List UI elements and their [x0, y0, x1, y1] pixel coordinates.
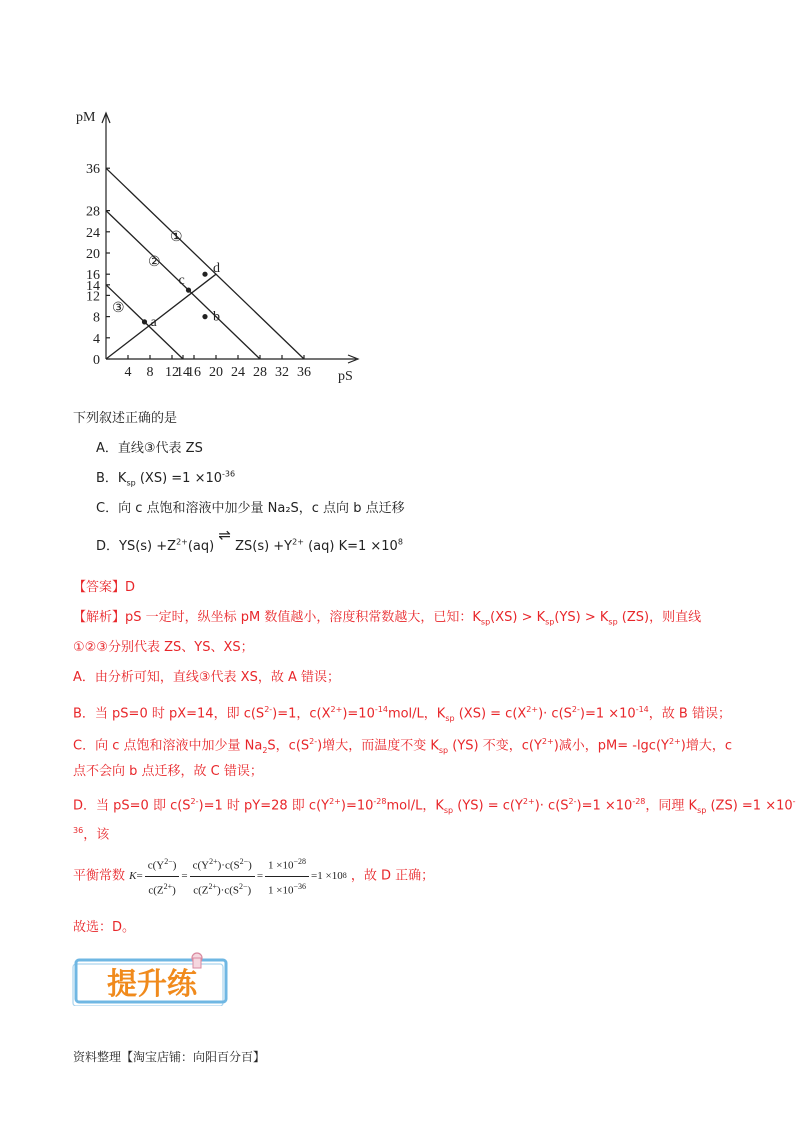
x-axis-label: pS — [338, 369, 353, 384]
point-b — [202, 314, 207, 319]
y-tick-label: 12 — [86, 289, 100, 305]
x-tick-label: 24 — [231, 365, 245, 380]
chart-lines — [106, 168, 304, 359]
point-label-c: c — [178, 273, 185, 289]
y-tick-label: 4 — [93, 331, 100, 347]
equilibrium-arrow: ⇌ — [218, 526, 231, 544]
option-c: C．向 c 点饱和溶液中加少量 Na₂S，c 点向 b 点迁移 — [96, 501, 405, 516]
option-b: B．$K_{sp}$ $(XS) =1 \times 10^{-36}$ — [96, 469, 236, 488]
analysis-a: A．由分析可知，直线③代表 XS，故 A 错误； — [73, 670, 340, 685]
analysis-c-2: 点不会向 b 点迁移，故 C 错误； — [73, 764, 263, 779]
analysis-line-2: ①②③分别代表 ZS、YS、XS； — [73, 640, 254, 655]
option-a: A．直线③代表 ZS — [96, 441, 203, 456]
y-tick-label: 28 — [86, 204, 100, 220]
y-axis-label: pM — [76, 110, 96, 125]
x-tick-label: 36 — [297, 365, 311, 380]
y-tick-label: 24 — [86, 225, 100, 241]
footer-text: 资料整理【淘宝店铺：向阳百分百】 — [73, 1050, 266, 1064]
point-label-d: d — [213, 261, 220, 277]
equilibrium-constant-formula: K = $\frac{c(Y^{2-})}{c(Z^{2+})}$ = $\frac{c(Y^{2+})\cdot c(S^{2-})}{c(Z^{2+})\cdot c(S^{2-})}$ = $\frac{1 \times 10^{-28}}{1 \times 10^{-36}}$ =1 ×10 8 — [129, 852, 347, 900]
analysis-d: D．当 pS=0 即 $c(S^{2-})=1$ 时 pY=28 即 $c(Y^{2+})=10^{-28}mol/L$，$K_{sp}$ $(YS) = c(Y^{2+})\cdot c(S^{2-})=1 \times 10^{-28}$，同理 $K_{sp}$ $(ZS) =1 \times 10^{-36}$，该 — [73, 797, 796, 843]
section-banner — [72, 950, 232, 1006]
chart — [70, 105, 370, 390]
y-tick-label: 20 — [86, 247, 100, 262]
series-label-1: ① — [170, 230, 183, 245]
point-d — [202, 272, 207, 277]
point-c — [186, 288, 191, 293]
x-tick-label: 4 — [124, 365, 132, 380]
analysis-d-2: 平衡常数 K = $\frac{c(Y^{2-})}{c(Z^{2+})}$ = $\frac{c(Y^{2+})\cdot c(S^{2-})}{c(Z^{2+})\cdot c(S^{2-})}$ = $\frac{1 \times 10^{-28}}{1 \times 10^{-36}}$ =1 ×10 8 ，故 D 正确； — [73, 852, 434, 900]
x-tick-label: 20 — [209, 365, 223, 380]
point-label-a: a — [150, 314, 157, 330]
x-tick-label: 12 — [165, 365, 179, 380]
y-tick-label: 8 — [93, 310, 100, 326]
x-tick-label: 14 — [176, 365, 190, 380]
answer-label: 【答案】D — [73, 580, 136, 595]
x-tick-label: 28 — [253, 365, 267, 380]
svg-text:提升练: 提升练 — [107, 967, 197, 1002]
y-tick-label: 14 — [86, 278, 100, 294]
analysis-c: C．向 c 点饱和溶液中加少量 $Na_2S$，$c(S^{2-})$增大，而温度不变 $K_{sp}$ (YS) 不变，$c(Y^{2+})$减小，$pM= -\lg c(Y^{2+})$增大，c — [73, 737, 732, 755]
series-line-1 — [106, 168, 304, 359]
option-d: D．$YS(s) +Z^{2+}(aq)$ ⇌ $ZS(s) +Y^{2+}$ (aq) $K=1 \times 10^8$ — [96, 526, 403, 554]
x-tick-label: 8 — [146, 365, 154, 380]
x-tick-label: 16 — [187, 365, 201, 380]
question-stem: 下列叙述正确的是 — [73, 411, 178, 426]
chart-points — [142, 261, 220, 330]
conclusion: 故选：D。 — [73, 920, 136, 935]
analysis-b: B．当 pS=0 时 pX=14，即 $c(S^{2-})=1$，$c(X^{2+})=10^{-14}mol/L$，$K_{sp}$ $(XS) = c(X^{2+})\cdot c(S^{2-})=1 \times 10^{-14}$，故 B 错误； — [73, 705, 731, 723]
y-tick-label: 0 — [93, 353, 100, 368]
point-label-b: b — [213, 309, 220, 325]
analysis-line-1: 【解析】pS 一定时，纵坐标 pM 数值越小，溶度积常数越大，已知：$K_{sp}(XS) > K_{sp}(YS) > K_{sp}$ (ZS)，则直线 — [73, 610, 702, 627]
y-tick-label: 36 — [86, 162, 100, 178]
point-a — [142, 319, 147, 324]
series-label-3: ③ — [112, 301, 125, 316]
series-line-4 — [106, 274, 216, 359]
chart-ticks — [86, 162, 311, 380]
chart-axes — [102, 113, 358, 363]
series-label-2: ② — [148, 255, 161, 270]
x-tick-label: 32 — [275, 365, 289, 380]
y-tick-label: 16 — [86, 268, 100, 284]
